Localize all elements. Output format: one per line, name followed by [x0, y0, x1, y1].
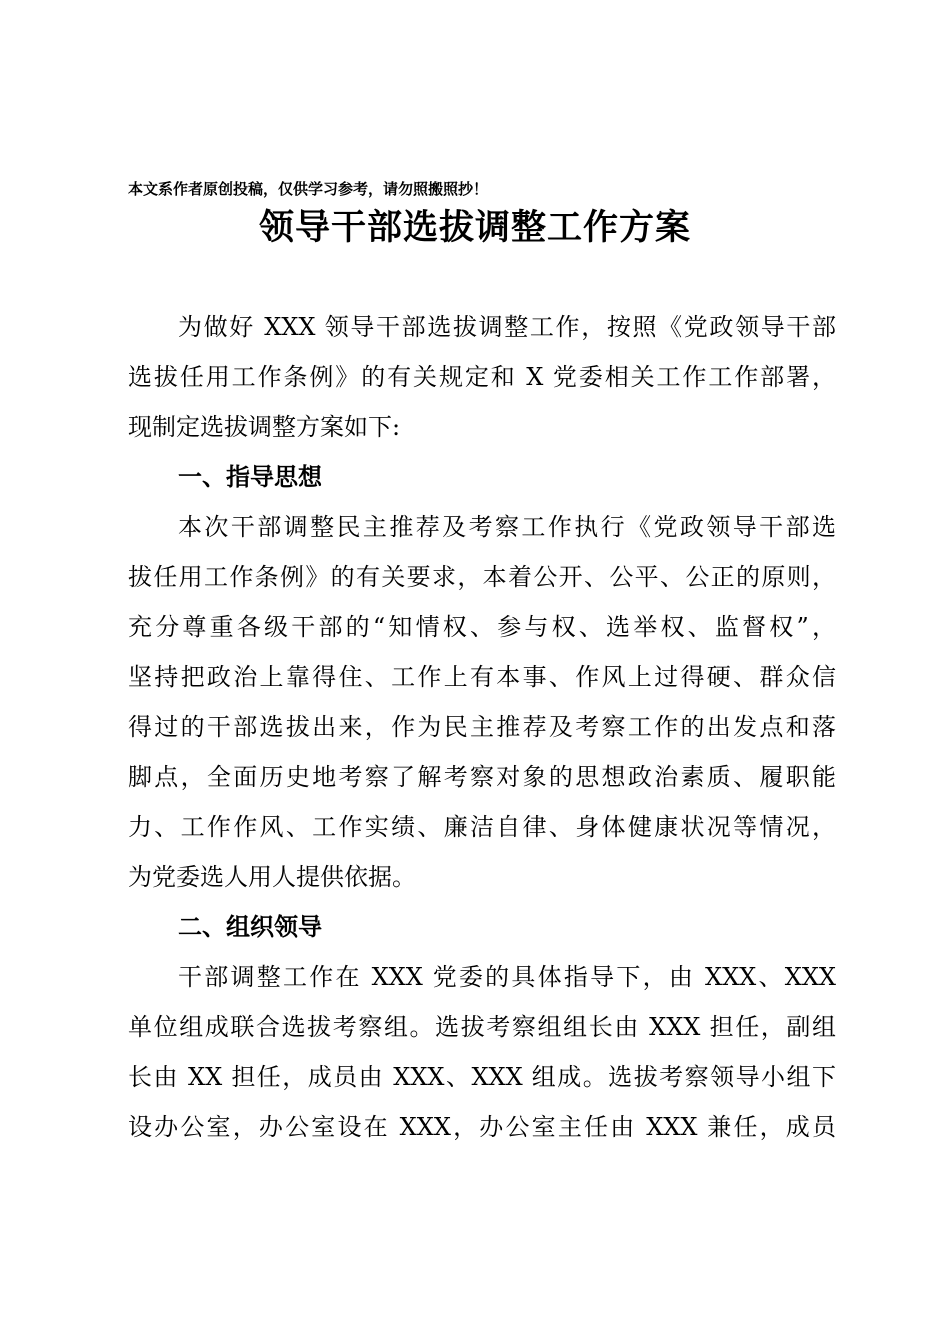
section-1-line-5: 得过的干部选拔出来，作为民主推荐及考察工作的出发点和落: [128, 713, 836, 741]
copyright-notice: 本文系作者原创投稿，仅供学习参考，请勿照搬照抄！: [128, 180, 489, 198]
section-1-line-7: 力、工作作风、工作实绩、廉洁自律、身体健康状况等情况，: [128, 813, 836, 841]
section-2-line-4: 设办公室，办公室设在 XXX，办公室主任由 XXX 兼任，成员: [128, 1113, 836, 1141]
document-title: 领导干部选拔调整工作方案: [258, 207, 691, 248]
section-1-line-3: 充分尊重各级干部的“知情权、参与权、选举权、监督权”，: [128, 613, 836, 641]
section-1-line-6: 脚点，全面历史地考察了解考察对象的思想政治素质、履职能: [128, 763, 836, 791]
section-1-line-2: 拔任用工作条例》的有关要求，本着公开、公平、公正的原则，: [128, 563, 836, 591]
section-2-heading: 二、组织领导: [178, 913, 322, 941]
intro-line-3: 现制定选拔调整方案如下:: [128, 413, 401, 441]
intro-line-2: 选拔任用工作条例》的有关规定和 X 党委相关工作工作部署，: [128, 363, 836, 391]
section-2-line-3: 长由 XX 担任，成员由 XXX、XXX 组成。选拔考察领导小组下: [128, 1063, 836, 1091]
section-1-line-4: 坚持把政治上靠得住、工作上有本事、作风上过得硬、群众信: [128, 663, 836, 691]
intro-line-1: 为做好 XXX 领导干部选拔调整工作，按照《党政领导干部: [178, 313, 836, 341]
section-1-line-8: 为党委选人用人提供依据。: [128, 863, 416, 891]
section-2-line-2: 单位组成联合选拔考察组。选拔考察组组长由 XXX 担任，副组: [128, 1013, 836, 1041]
section-2-line-1: 干部调整工作在 XXX 党委的具体指导下，由 XXX、XXX: [178, 963, 836, 991]
section-1-line-1: 本次干部调整民主推荐及考察工作执行《党政领导干部选: [178, 513, 836, 541]
section-1-heading: 一、指导思想: [178, 463, 322, 491]
